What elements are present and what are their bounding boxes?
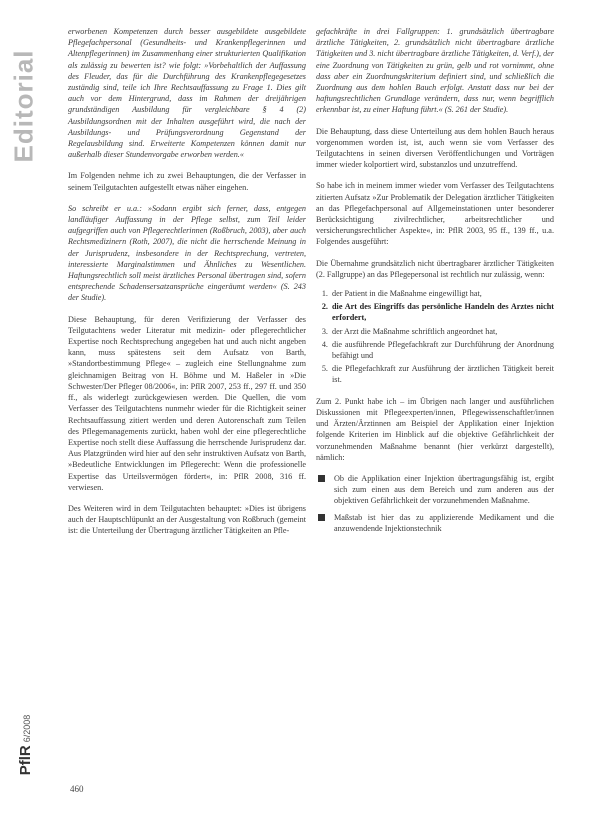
section-label — [4, 16, 44, 196]
bullet-list — [316, 473, 554, 534]
journal-issue: 6/2008 — [22, 714, 32, 743]
left-paragraph-5: Des Weiteren wird in dem Teilgutachten behauptet: »Dies ist übrigens auch der Hauptschlüpunkt an der Ausgestaltung von Roßbruch (gemeint ist: die Unterteilung der Übertragung ärztlicher Tätigkeiten an Pfle- — [68, 503, 306, 536]
section-label-text: Editorial — [8, 49, 39, 163]
right-paragraph-1: gefachkräfte in drei Fallgruppen: 1. grundsätzlich übertragbare ärztliche Tätigkeiten, 2. grundsätzlich nicht übertragbare ärztliche Tätigkeiten und 3. nicht übertragbare ärztliche Tätigkeiten, d. Verf.), der eine Zuordnung von Tätigkeiten zu grün, gelb und rot vornimmt, ohne dass aber ein Zuordnungskriterium definiert sind, und schließlich die Zuordnung aus dem hohlen Bauch erfolgt. Anstatt dass nur bei der haftungsrechtlichen Grundlage verändern, dass nur, wenn begrifflich erkennbar ist, zu einer Haftung führt.« (S. 261 der Studie). — [316, 27, 555, 115]
criteria-item: 4. die ausführende Pflegefachkraft zur Durchführung der Anordnung befähigt und — [330, 339, 554, 361]
criteria-list — [316, 288, 554, 386]
bullet-item — [316, 512, 554, 534]
square-bullet-icon — [318, 475, 325, 482]
left-paragraph-4: Diese Behauptung, für deren Verifizierung der Verfasser des Teilgutachtens weder Literatur mit medizin- oder pflegerechtlicher Expertise noch Rechtsprechung angegeben hat und auch nicht angeben kann, muss spätestens seit dem Aufsatz von Barth, »Standortbestimmung Pflege« – zugleich eine Stellungnahme zum gleichnamigen Beitrag von H. Böhme und M. Haßeler in »Die Schwester/Der Pfleger 08/2006«, in: PflR 2007, 253 ff., 297 ff. und 350 ff., als widerlegt zurückgewiesen werden. Die Quellen, die vom Verfasser des Teilgutachtens nunmehr wieder für die Richtigkeit seiner Rechtsauffassung zitiert werden und deren Autorenschaft zum Teilen des Pflegemanagements zurückt, haben wohl der eine pflegerechtliche Expertise noch stellt diese Auffassung die herrschende Jurisprudenz dar. Aus Platzgründen wird hier auf den sehr instruktiven Aufsatz von Barth, »Bedeutliche Entwicklungen im Pflegerecht: Wenn die professionelle Expertise das Urteilsvermögen fördert«, in: PflR 2008, 316 ff. verwiesen. — [68, 314, 306, 492]
square-bullet-icon — [318, 514, 325, 521]
right-column — [316, 26, 554, 539]
left-paragraph-1: erworbenen Kompetenzen durch besser ausgebildete ausgebildete Pflegefachpersonal (Gesundheits- und Krankenpflegerinnen und Altenpflegerinnen) im Zusammenhang einer strukturierten Qualifikation als zulässig zu bewerten ist? wie folgt: »Vorbehaltlich der Auffassung des Fleuder, das für die Durchführung des Krankenpflegegesetzes zuständig sind, teile ich Ihre Rechtsauffassung zu Frage 1. Dies gilt auch vor dem Hintergrund, dass im Rahmen der dreijährigen grundständigen Ausbildung für vergleichbare § 4 (2) Ausbildungsordnen mit der Inhalten ausgeführt wird, die nach der Ausbildungs- und Prüfungsverordnung Gegenstand der Regelausbildung sind. Erweiterte Kompetenzen können damit nur außerhalb dieser Stundenvorgabe erworben werden.« — [68, 27, 306, 160]
right-paragraph-5: Zum 2. Punkt habe ich – im Übrigen nach langer und ausführlichen Diskussionen mit Pflegeexperten/innen, Pflegewissenschaftler/innen und Ärzten/Ärztinnen am Beispiel der Applikation einer Injektion folgende Kriterien im Hinblick auf die objektive Gefährlichkeit der vorzunehmenden Maßnahme benannt (hier verkürzt dargestellt), nämlich: — [316, 396, 554, 462]
journal-mark-text — [17, 715, 35, 776]
journal-logo: PflR — [17, 745, 34, 776]
left-column — [68, 26, 306, 547]
journal-mark — [14, 690, 38, 800]
criteria-item: 1. der Patient in die Maßnahme eingewilligt hat, — [330, 288, 554, 299]
criteria-item: 3. der Arzt die Maßnahme schriftlich angeordnet hat, — [330, 326, 554, 337]
criteria-item: 5. die Pflegefachkraft zur Ausführung der ärztlichen Tätigkeit bereit ist. — [330, 363, 554, 385]
bullet-item — [316, 473, 554, 507]
right-paragraph-4: Die Übernahme grundsätzlich nicht übertragbarer ärztlicher Tätigkeiten (2. Fallgruppe) an das Pflegepersonal ist rechtlich nur zulässig, wenn: — [316, 258, 554, 279]
left-paragraph-3: So schreibt er u.a.: »Sodann ergibt sich ferner, dass, entgegen landläufiger Auffassung in der Pflege selbst, zum Teil leider aufgegriffen auch von Pflegerechtlerinnen (Roßbruch, 2003), aber auch Rechtsmedizinern (Roth, 2007), die nicht die herrschende Meinung in der Jurisprudenz, insbesondere in der Rechtsprechung, vertreten, interessierte Marginalstimmen und Ähnliches zu Wesentlichen. Haftungsrechtlich soll meist ärztliches Personal übertragen sind, sofern entsprechende Schadensersatzansprüche eingeräumt werden« (S. 243 der Studie). — [68, 203, 306, 303]
bullet-text: Ob die Applikation einer Injektion übertragungsfähig ist, ergibt sich zum einen aus dem Bereich und zum anderen aus der objektiven Gefährlichkeit der vorzunehmenden Maßnahme. — [334, 473, 554, 506]
bullet-text: Maßstab ist hier das zu applizierende Medikament und die anzuwendende Injektionstechnik — [334, 512, 554, 533]
right-paragraph-2: Die Behauptung, dass diese Unterteilung aus dem hohlen Bauch heraus vorgenommen worden ist, ist, auch wenn sie vom Verfasser des Teilgutachtens in seinen diversen Veröffentlichungen und Vorträgen immer wieder kolportiert wird, substanzlos und unzutreffend. — [316, 126, 554, 170]
left-paragraph-2: Im Folgenden nehme ich zu zwei Behauptungen, die der Verfasser in seinem Teilgutachten aufgestellt etwas näher eingehen. — [68, 171, 306, 192]
page-number: 460 — [70, 784, 84, 794]
right-paragraph-3: So habe ich in meinem immer wieder vom Verfasser des Teilgutachtens zitierten Aufsatz »Zur Problematik der Delegation ärztlicher Tätigkeiten an das Pflegefachpersonal auf Allgemeinstationen unter besonderer Berücksichtigung zivilrechtlicher, arbeitsrechtlicher und versicherungsrechtlicher Aspekte«, in: PflR 2003, 95 ff., 139 ff., u.a. Folgendes ausgeführt: — [316, 181, 554, 247]
criteria-item: 2. die Art des Eingriffs das persönliche Handeln des Arztes nicht erfordert, — [330, 301, 554, 323]
